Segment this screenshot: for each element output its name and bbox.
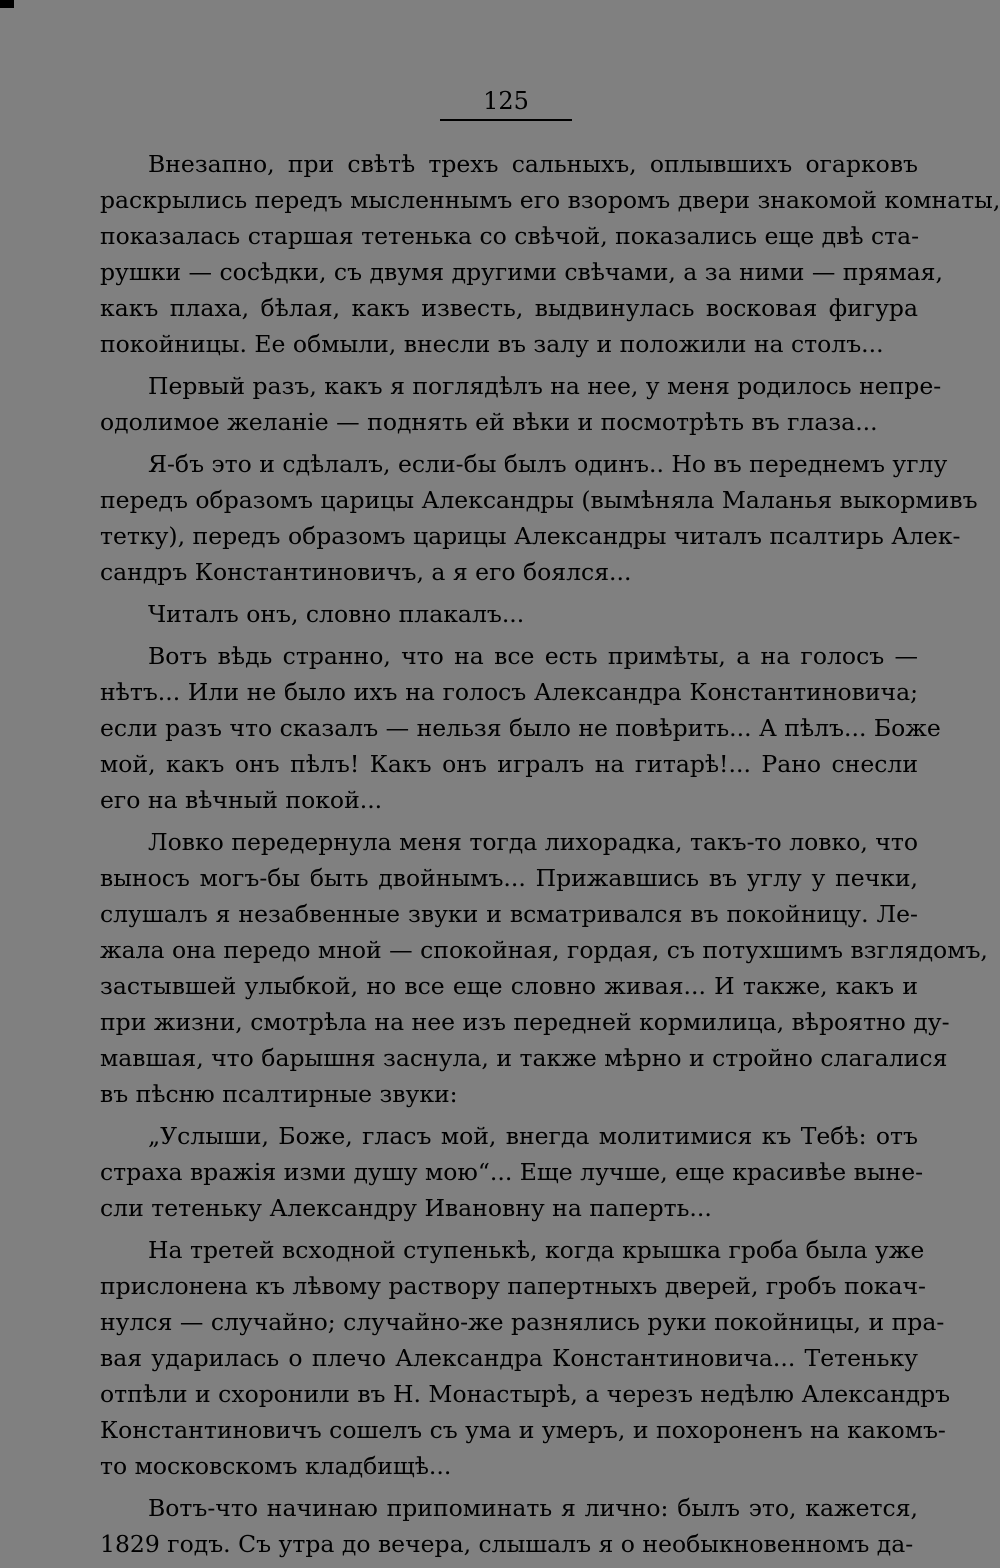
- text-line: вая ударилась о плечо Александра Константиновича... Тетеньку: [100, 1344, 918, 1372]
- text-line: застывшей улыбкой, но все еще словно живая... И также, какъ и: [100, 972, 918, 1000]
- page-number: 125: [483, 87, 529, 115]
- text-line: Я-бъ это и сдѣлалъ, если-бы былъ одинъ.. Но въ переднемъ углу: [148, 450, 948, 478]
- text-line: прислонена къ лѣвому раствору папертныхъ дверей, гробъ покач-: [100, 1272, 926, 1300]
- text-line: „Услыши, Боже, гласъ мой, внегда молитимися къ Тебѣ: отъ: [148, 1122, 918, 1150]
- text-line: если разъ что сказалъ — нельзя было не повѣрить... А пѣлъ... Боже: [100, 714, 941, 742]
- text-line: тетку), передъ образомъ царицы Александры читалъ псалтирь Алек-: [100, 522, 961, 550]
- text-line: Константиновичъ сошелъ съ ума и умеръ, и похороненъ на какомъ-: [100, 1416, 946, 1444]
- text-line: На третей всходной ступенькѣ, когда крышка гроба была уже: [148, 1236, 925, 1264]
- text-line: нулся — случайно; случайно-же разнялись руки покойницы, и пра-: [100, 1308, 945, 1336]
- paragraph: [100, 596, 918, 632]
- text-line: страха вражія изми душу мою“... Еще лучше, еще красивѣе выне-: [100, 1158, 924, 1186]
- text-line: 1829 годъ. Съ утра до вечера, слышалъ я о необыкновенномъ да-: [100, 1530, 914, 1558]
- text-line: передъ образомъ царицы Александры (вымѣняла Маланья выкормивъ: [100, 486, 978, 514]
- text-line: Первый разъ, какъ я поглядѣлъ на нее, у меня родилось непре-: [148, 372, 942, 400]
- text-line: при жизни, смотрѣла на нее изъ передней кормилица, вѣроятно ду-: [100, 1008, 950, 1036]
- text-line: Ловко передернула меня тогда лихорадка, такъ-то ловко, что: [148, 828, 918, 856]
- text-line: Вотъ-что начинаю припоминать я лично: былъ это, кажется,: [148, 1494, 918, 1522]
- text-line: рушки — сосѣдки, съ двумя другими свѣчами, а за ними — прямая,: [100, 258, 943, 286]
- text-line: Внезапно, при свѣтѣ трехъ сальныхъ, оплывшихъ огарковъ: [148, 150, 918, 178]
- text-line: сандръ Константиновичъ, а я его боялся...: [100, 558, 632, 586]
- text-line: одолимое желаніе — поднять ей вѣки и посмотрѣть въ глаза...: [100, 408, 878, 436]
- text-line: то московскомъ кладбищѣ...: [100, 1452, 452, 1480]
- paragraph: [100, 824, 988, 1112]
- text-line: отпѣли и схоронили въ Н. Монастырѣ, а черезъ недѣлю Александръ: [100, 1380, 951, 1408]
- text-line: показалась старшая тетенька со свѣчой, показались еще двѣ ста-: [100, 222, 920, 250]
- paragraph: [100, 1232, 951, 1484]
- paragraph: [100, 446, 978, 590]
- paragraph: [100, 368, 942, 440]
- text-line: слушалъ я незабвенные звуки и всматривался въ покойницу. Ле-: [100, 900, 918, 928]
- text-line: покойницы. Ее обмыли, внесли въ залу и положили на столъ...: [100, 330, 884, 358]
- corner-ink-mark: [0, 0, 14, 8]
- text-line: жала она передо мной — спокойная, гордая, съ потухшимъ взглядомъ,: [100, 936, 988, 964]
- paragraph: [100, 146, 1000, 362]
- paragraph: [100, 1118, 924, 1226]
- paragraph: [100, 638, 941, 818]
- text-line: мавшая, что барышня заснула, и также мѣрно и стройно слагалися: [100, 1044, 948, 1072]
- text-body: [100, 146, 1000, 1568]
- text-line: мой, какъ онъ пѣлъ! Какъ онъ игралъ на гитарѣ!... Рано снесли: [100, 750, 918, 778]
- text-line: Читалъ онъ, словно плакалъ...: [148, 600, 525, 628]
- text-line: выносъ могъ-бы быть двойнымъ... Прижавшись въ углу у печки,: [100, 864, 918, 892]
- text-line: нѣтъ... Или не было ихъ на голосъ Александра Константиновича;: [100, 678, 918, 706]
- text-line: какъ плаха, бѣлая, какъ известь, выдвинулась восковая фигура: [100, 294, 918, 322]
- text-line: сли тетеньку Александру Ивановну на паперть...: [100, 1194, 712, 1222]
- text-line: Вотъ вѣдь странно, что на все есть примѣты, а на голосъ —: [148, 642, 918, 670]
- paragraph: [100, 1490, 918, 1562]
- text-line: его на вѣчный покой...: [100, 786, 383, 814]
- text-line: въ пѣсню псалтирные звуки:: [100, 1080, 458, 1108]
- text-line: раскрылись передъ мысленнымъ его взоромъ двери знакомой комнаты,: [100, 186, 1000, 214]
- page-number-rule: [440, 119, 572, 121]
